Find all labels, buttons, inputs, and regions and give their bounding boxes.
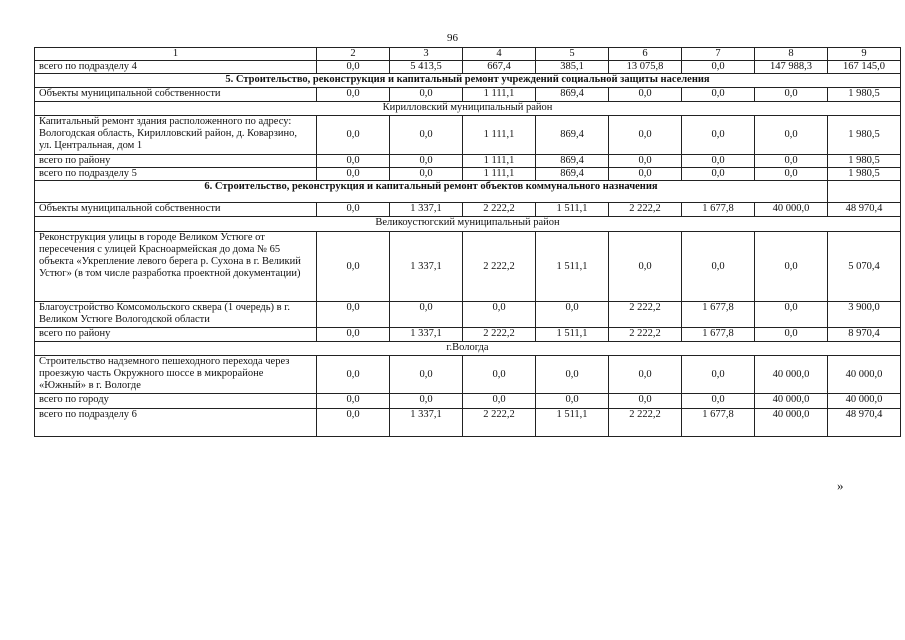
value-cell: 0,0 (755, 328, 828, 342)
row-label: всего по подразделу 5 (35, 168, 317, 181)
value-cell: 0,0 (609, 356, 682, 394)
value-cell: 0,0 (682, 116, 755, 155)
value-cell: 869,4 (536, 155, 609, 168)
region-row (35, 217, 901, 232)
value-cell: 0,0 (317, 88, 390, 102)
value-cell: 0,0 (755, 88, 828, 102)
value-cell: 13 075,8 (609, 61, 682, 74)
region-name: г.Вологда (35, 342, 901, 356)
value-cell: 2 222,2 (609, 409, 682, 437)
page-number: 96 (447, 32, 458, 44)
column-number-row (35, 48, 901, 61)
value-cell: 0,0 (317, 302, 390, 328)
value-cell: 40 000,0 (755, 394, 828, 409)
value-cell: 1 511,1 (536, 328, 609, 342)
value-cell: 0,0 (682, 88, 755, 102)
value-cell: 0,0 (609, 168, 682, 181)
value-cell: 0,0 (317, 116, 390, 155)
table-row (35, 168, 901, 181)
value-cell: 0,0 (463, 356, 536, 394)
region-row (35, 342, 901, 356)
section-title-row (35, 181, 901, 203)
table-row (35, 61, 901, 74)
value-cell: 0,0 (390, 302, 463, 328)
row-label: Объекты муниципальной собственности (35, 203, 317, 217)
column-number-cell: 2 (317, 48, 390, 61)
value-cell: 0,0 (609, 88, 682, 102)
column-number-cell: 3 (390, 48, 463, 61)
column-number-cell: 8 (755, 48, 828, 61)
value-cell: 1 980,5 (828, 168, 901, 181)
value-cell: 0,0 (609, 394, 682, 409)
table-row (35, 232, 901, 302)
table-row (35, 155, 901, 168)
value-cell: 0,0 (609, 155, 682, 168)
value-cell: 0,0 (682, 155, 755, 168)
value-cell: 667,4 (463, 61, 536, 74)
value-cell: 0,0 (609, 116, 682, 155)
value-cell: 2 222,2 (463, 409, 536, 437)
value-cell: 1 111,1 (463, 168, 536, 181)
value-cell: 0,0 (682, 61, 755, 74)
value-cell: 40 000,0 (755, 409, 828, 437)
table-row (35, 328, 901, 342)
value-cell: 1 677,8 (682, 328, 755, 342)
closing-quote-mark: » (837, 478, 844, 493)
value-cell: 40 000,0 (755, 203, 828, 217)
value-cell: 40 000,0 (828, 356, 901, 394)
row-label: всего по подразделу 6 (35, 409, 317, 437)
value-cell: 1 111,1 (463, 116, 536, 155)
value-cell: 0,0 (317, 328, 390, 342)
value-cell: 1 111,1 (463, 88, 536, 102)
value-cell: 385,1 (536, 61, 609, 74)
value-cell: 1 980,5 (828, 155, 901, 168)
value-cell: 0,0 (755, 302, 828, 328)
table-row (35, 302, 901, 328)
row-label: всего по городу (35, 394, 317, 409)
value-cell: 1 337,1 (390, 203, 463, 217)
column-number-cell: 9 (828, 48, 901, 61)
value-cell: 0,0 (390, 356, 463, 394)
value-cell: 0,0 (682, 394, 755, 409)
value-cell: 0,0 (317, 61, 390, 74)
table-row (35, 203, 901, 217)
value-cell: 0,0 (682, 168, 755, 181)
row-label: Строительство надземного пешеходного перехода через проезжую часть Окружного шоссе в микрорайоне «Южный» в г. Вологде (35, 356, 317, 394)
value-cell: 3 900,0 (828, 302, 901, 328)
table-row (35, 88, 901, 102)
value-cell: 1 677,8 (682, 409, 755, 437)
value-cell: 0,0 (317, 356, 390, 394)
column-number-cell: 4 (463, 48, 536, 61)
value-cell: 0,0 (390, 155, 463, 168)
value-cell: 0,0 (463, 302, 536, 328)
value-cell: 1 337,1 (390, 409, 463, 437)
value-cell: 40 000,0 (755, 356, 828, 394)
table-row (35, 394, 901, 409)
column-number-cell: 1 (35, 48, 317, 61)
empty-cell (828, 181, 901, 203)
value-cell: 0,0 (755, 232, 828, 302)
column-number-cell: 7 (682, 48, 755, 61)
value-cell: 1 337,1 (390, 232, 463, 302)
row-label: Реконструкция улицы в городе Великом Устюге от пересечения с улицей Красноармейская до дома № 65 объекта «Укрепление левого берега р. Сухона в г. Великий Устюг» (в том числе разработка проектной документации) (35, 232, 317, 302)
row-label: всего по району (35, 328, 317, 342)
value-cell: 869,4 (536, 88, 609, 102)
value-cell: 0,0 (463, 394, 536, 409)
value-cell: 2 222,2 (463, 232, 536, 302)
value-cell: 2 222,2 (463, 328, 536, 342)
value-cell: 5 070,4 (828, 232, 901, 302)
value-cell: 0,0 (317, 409, 390, 437)
column-number-cell: 6 (609, 48, 682, 61)
table-row (35, 409, 901, 437)
table-row (35, 116, 901, 155)
value-cell: 40 000,0 (828, 394, 901, 409)
value-cell: 869,4 (536, 116, 609, 155)
value-cell: 147 988,3 (755, 61, 828, 74)
value-cell: 0,0 (755, 168, 828, 181)
row-label: Капитальный ремонт здания расположенного по адресу: Вологодская область, Кирилловский район, д. Коварзино, ул. Центральная, дом 1 (35, 116, 317, 155)
value-cell: 1 677,8 (682, 203, 755, 217)
value-cell: 0,0 (755, 155, 828, 168)
value-cell: 0,0 (609, 232, 682, 302)
value-cell: 1 337,1 (390, 328, 463, 342)
value-cell: 167 145,0 (828, 61, 901, 74)
value-cell: 2 222,2 (609, 328, 682, 342)
region-name: Великоустюгский муниципальный район (35, 217, 901, 232)
value-cell: 0,0 (390, 116, 463, 155)
section-title: 6. Строительство, реконструкция и капитальный ремонт объектов коммунального назначения (35, 181, 828, 203)
row-label: Благоустройство Комсомольского сквера (1 очередь) в г. Великом Устюге Вологодской области (35, 302, 317, 328)
table-row (35, 356, 901, 394)
row-label: всего по району (35, 155, 317, 168)
value-cell: 0,0 (536, 302, 609, 328)
value-cell: 0,0 (390, 394, 463, 409)
region-row (35, 102, 901, 116)
row-label: Объекты муниципальной собственности (35, 88, 317, 102)
value-cell: 5 413,5 (390, 61, 463, 74)
value-cell: 2 222,2 (609, 203, 682, 217)
column-number-cell: 5 (536, 48, 609, 61)
value-cell: 0,0 (390, 168, 463, 181)
value-cell: 0,0 (317, 394, 390, 409)
value-cell: 0,0 (536, 356, 609, 394)
value-cell: 1 980,5 (828, 88, 901, 102)
value-cell: 0,0 (390, 88, 463, 102)
value-cell: 0,0 (682, 232, 755, 302)
value-cell: 48 970,4 (828, 409, 901, 437)
budget-table (34, 47, 901, 437)
value-cell: 2 222,2 (609, 302, 682, 328)
value-cell: 48 970,4 (828, 203, 901, 217)
row-label: всего по подразделу 4 (35, 61, 317, 74)
value-cell: 1 511,1 (536, 232, 609, 302)
value-cell: 0,0 (317, 203, 390, 217)
region-name: Кирилловский муниципальный район (35, 102, 901, 116)
value-cell: 0,0 (682, 356, 755, 394)
value-cell: 1 677,8 (682, 302, 755, 328)
value-cell: 0,0 (317, 168, 390, 181)
value-cell: 8 970,4 (828, 328, 901, 342)
value-cell: 0,0 (536, 394, 609, 409)
section-title-row (35, 74, 901, 88)
value-cell: 0,0 (755, 116, 828, 155)
value-cell: 0,0 (317, 232, 390, 302)
value-cell: 1 511,1 (536, 409, 609, 437)
value-cell: 869,4 (536, 168, 609, 181)
value-cell: 1 511,1 (536, 203, 609, 217)
value-cell: 1 980,5 (828, 116, 901, 155)
value-cell: 2 222,2 (463, 203, 536, 217)
value-cell: 1 111,1 (463, 155, 536, 168)
value-cell: 0,0 (317, 155, 390, 168)
section-title: 5. Строительство, реконструкция и капитальный ремонт учреждений социальной защиты населения (35, 74, 901, 88)
